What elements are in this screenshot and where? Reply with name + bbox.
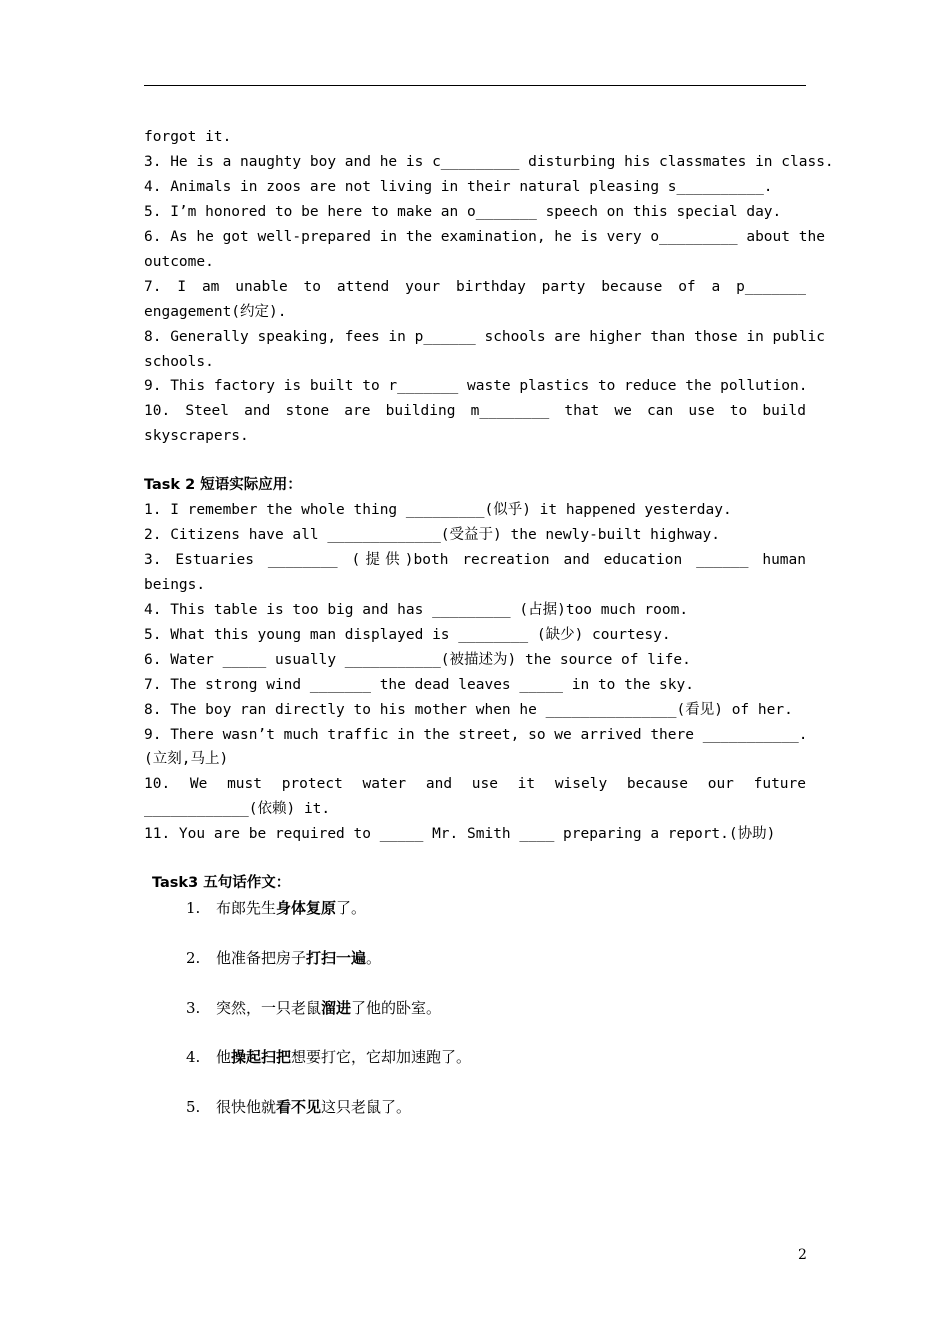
- task3-item-text: 突然，一只老鼠: [216, 999, 322, 1017]
- task2-line: beings.: [144, 577, 206, 593]
- task1-line: 8. Generally speaking, fees in p______ schools are higher than those in public: [144, 329, 825, 345]
- task3-item-text: 想要打它，它却加速跑了。: [291, 1048, 472, 1066]
- task3-item-number: 1.: [186, 899, 201, 917]
- task3-item-text: 布郎先生: [216, 899, 277, 917]
- task2-line: 4. This table is too big and has _________ (占据)too much room.: [144, 602, 689, 618]
- header-rule: [144, 85, 806, 86]
- task1-line: schools.: [144, 354, 214, 370]
- task1-line: 6. As he got well-prepared in the examination, he is very o_________ about the: [144, 229, 825, 245]
- task3-item-number: 3.: [186, 999, 201, 1017]
- task2-line: 6. Water _____ usually ___________(被描述为) the source of life.: [144, 652, 691, 668]
- task2-line: 11. You are be required to _____ Mr. Smith ____ preparing a report.(协助): [144, 826, 776, 842]
- task2-line: 3. Estuaries ________ (提供)both recreation and education ______ human: [144, 552, 806, 568]
- task3-item-keyphrase: 看不见: [276, 1098, 322, 1116]
- task3-item-keyphrase: 操起扫把: [231, 1048, 292, 1066]
- task3-item: [186, 1096, 411, 1118]
- task2-line: 2. Citizens have all _____________(受益于) the newly-built highway.: [144, 527, 721, 543]
- task2-line: 1. I remember the whole thing _________(似乎) it happened yesterday.: [144, 502, 732, 518]
- task3-item: [186, 897, 366, 919]
- task3-item-text: 他准备把房子: [216, 949, 307, 967]
- task3-item-number: 2.: [186, 949, 201, 967]
- task3-item-text: 很快他就: [216, 1098, 277, 1116]
- task2-heading: Task 2 短语实际应用：: [144, 477, 302, 493]
- task3-item-number: 4.: [186, 1048, 201, 1066]
- task3-item-text: 了。: [336, 899, 367, 917]
- task2-line: ____________(依赖) it.: [144, 801, 331, 817]
- task1-line: 10. Steel and stone are building m________ that we can use to build: [144, 403, 806, 419]
- task1-line: 5. I’m honored to be here to make an o_______ speech on this special day.: [144, 204, 782, 220]
- task2-line: 5. What this young man displayed is ________ (缺少) courtesy.: [144, 627, 671, 643]
- task2-line: 8. The boy ran directly to his mother when he _______________(看见) of her.: [144, 702, 793, 718]
- task1-line: engagement(约定).: [144, 304, 287, 320]
- task1-line: skyscrapers.: [144, 428, 249, 444]
- task2-line: 10. We must protect water and use it wisely because our future: [144, 776, 806, 792]
- task2-line: (立刻,马上): [144, 751, 229, 767]
- task3-item: [186, 947, 381, 969]
- task1-line: forgot it.: [144, 129, 232, 145]
- task3-item-keyphrase: 打扫一遍: [306, 949, 367, 967]
- task3-item: [186, 1046, 471, 1068]
- task1-line: outcome.: [144, 254, 214, 270]
- task3-item-text: 他: [216, 1048, 232, 1066]
- task3-item-number: 5.: [186, 1098, 201, 1116]
- task1-line: 3. He is a naughty boy and he is c_________ disturbing his classmates in class.: [144, 154, 834, 170]
- task1-line: 4. Animals in zoos are not living in their natural pleasing s__________.: [144, 179, 773, 195]
- task3-item-keyphrase: 身体复原: [276, 899, 337, 917]
- page-number: 2: [798, 1247, 807, 1263]
- task2-line: 9. There wasn’t much traffic in the street, so we arrived there ___________.: [144, 727, 808, 743]
- task1-line: 7. I am unable to attend your birthday party because of a p_______: [144, 279, 806, 295]
- task2-line: 7. The strong wind _______ the dead leaves _____ in to the sky.: [144, 677, 694, 693]
- task3-item: [186, 997, 441, 1019]
- task3-item-text: 了他的卧室。: [351, 999, 442, 1017]
- task3-heading: Task3 五句话作文：: [152, 875, 291, 891]
- task3-item-text: 这只老鼠了。: [321, 1098, 412, 1116]
- task3-item-keyphrase: 溜进: [321, 999, 352, 1017]
- task3-item-text: 。: [366, 949, 382, 967]
- task1-line: 9. This factory is built to r_______ waste plastics to reduce the pollution.: [144, 378, 808, 394]
